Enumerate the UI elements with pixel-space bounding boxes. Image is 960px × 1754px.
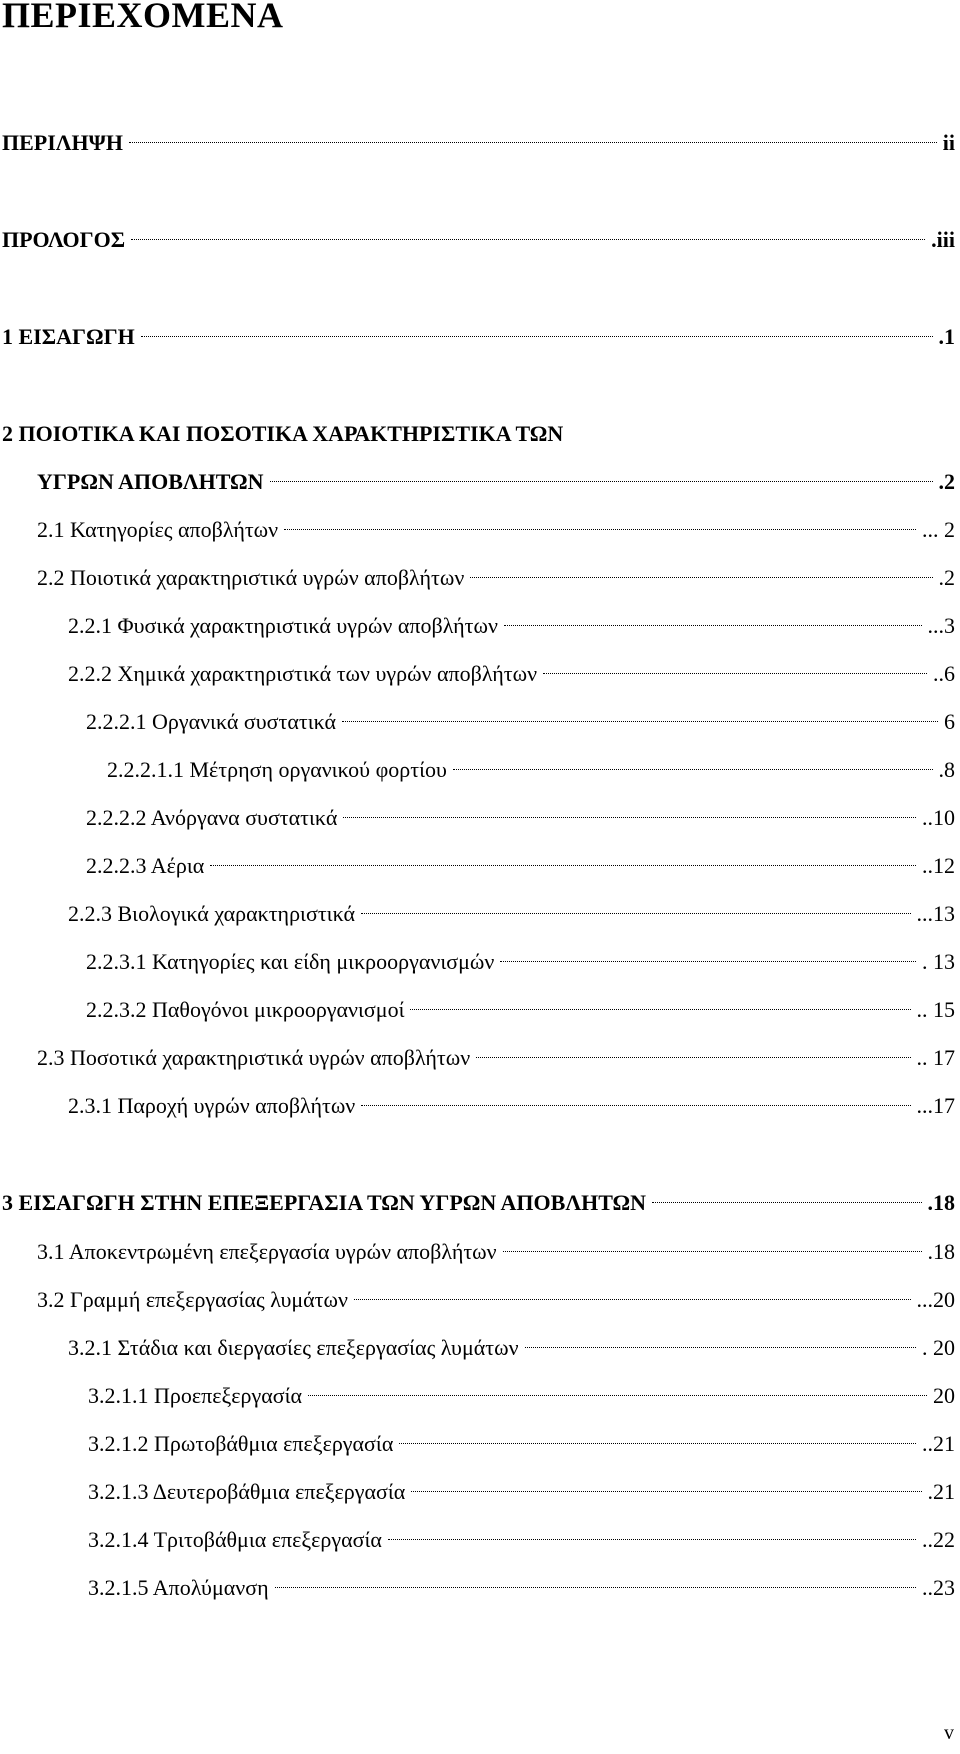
dot-leader (470, 577, 932, 578)
toc-entry-3-2[interactable] (37, 1285, 955, 1315)
dot-leader (131, 239, 925, 240)
toc-entry-label: 3.2.1.5 Απολύμανση (88, 1575, 269, 1600)
toc-entry-3-2-1-5[interactable] (88, 1573, 955, 1603)
dot-leader (500, 961, 916, 962)
toc-entry-label: 1 ΕΙΣΑΓΩΓΗ (2, 324, 135, 349)
toc-entry-page: ..6 (933, 661, 955, 686)
page-number: v (944, 1722, 954, 1744)
toc-entry-label: 3.2.1.4 Τριτοβάθμια επεξεργασία (88, 1527, 382, 1552)
dot-leader (361, 1105, 910, 1106)
toc-entry-label: 2.2.3 Βιολογικά χαρακτηριστικά (68, 901, 355, 926)
toc-entry-2-2[interactable] (37, 563, 955, 593)
toc-entry-label: 3.2.1.2 Πρωτοβάθμια επεξεργασία (88, 1431, 394, 1456)
dot-leader (476, 1057, 910, 1058)
toc-entry-label: 2.2.2.2 Ανόργανα συστατικά (86, 805, 338, 830)
dot-leader (141, 336, 933, 337)
toc-entry-label: 3.2.1.1 Προεπεξεργασία (88, 1383, 303, 1408)
toc-entry-label: 3 ΕΙΣΑΓΩΓΗ ΣΤΗΝ ΕΠΕΞΕΡΓΑΣΙΑ ΤΩΝ ΥΓΡΩΝ ΑΠΟΒΛΗΤΩΝ (2, 1190, 646, 1215)
toc-entry-3-2-1-2[interactable] (88, 1429, 955, 1459)
toc-entry-page: 6 (944, 709, 955, 734)
toc-entry-page: ...3 (927, 613, 955, 638)
toc-entry-page: ...13 (916, 901, 955, 926)
toc-entry-2-2-2-1[interactable] (86, 707, 955, 737)
toc-entry-2-3[interactable] (37, 1043, 955, 1073)
dot-leader (343, 817, 916, 818)
toc-entry-label: 2.1 Κατηγορίες αποβλήτων (37, 517, 279, 542)
toc-entry-page: .18 (927, 1239, 955, 1264)
toc-entry-page: ...17 (916, 1093, 955, 1118)
toc-entry-label: 3.2 Γραμμή επεξεργασίας λυμάτων (37, 1287, 348, 1312)
toc-entry-page: .2 (938, 469, 955, 494)
toc-entry-3-2-1[interactable] (68, 1333, 955, 1363)
toc-entry-label: 2.2.2.3 Αέρια (86, 853, 205, 878)
toc-entry-3-2-1-1[interactable] (88, 1381, 955, 1411)
dot-leader (503, 1251, 922, 1252)
dot-leader (399, 1443, 916, 1444)
toc-entry-label: 2.2.2 Χημικά χαρακτηριστικά των υγρών αποβλήτων (68, 661, 538, 686)
toc-entry-2-2-3[interactable] (68, 899, 955, 929)
dot-leader (388, 1539, 916, 1540)
toc-entry-label: 3.1 Αποκεντρωμένη επεξεργασία υγρών αποβλήτων (37, 1239, 497, 1264)
toc-entry-label: 2.2.2.1 Οργανικά συστατικά (86, 709, 337, 734)
toc-entry-page: ii (942, 130, 955, 155)
toc-entry-label: 3.2.1 Στάδια και διεργασίες επεξεργασίας λυμάτων (68, 1335, 519, 1360)
toc-entry-page: ... 2 (922, 517, 955, 542)
toc-entry-page: 20 (933, 1383, 955, 1408)
dot-leader (129, 142, 937, 143)
dot-leader (354, 1299, 911, 1300)
toc-entry-summary[interactable] (2, 128, 955, 158)
toc-entry-label: ΥΓΡΩΝ ΑΠΟΒΛΗΤΩΝ (37, 469, 264, 494)
toc-entry-page: ..10 (922, 805, 955, 830)
dot-leader (210, 865, 916, 866)
toc-entry-2-1[interactable] (37, 515, 955, 545)
toc-entry-page: .21 (927, 1479, 955, 1504)
toc-entry-page: . 20 (922, 1335, 955, 1360)
toc-entry-label: 2.3.1 Παροχή υγρών αποβλήτων (68, 1093, 356, 1118)
toc-entry-page: ..12 (922, 853, 955, 878)
toc-entry-label: ΠΕΡΙΛΗΨΗ (2, 130, 123, 155)
dot-leader (284, 529, 916, 530)
toc-chapter-2-heading-line1[interactable]: 2 ΠΟΙΟΤΙΚΑ ΚΑΙ ΠΟΣΟΤΙΚΑ ΧΑΡΑΚΤΗΡΙΣΤΙΚΑ ΤΩΝ (2, 421, 564, 446)
toc-entry-label: 2.2.2.1.1 Μέτρηση οργανικού φορτίου (107, 757, 447, 782)
toc-entry-2-2-3-2[interactable] (86, 995, 955, 1025)
toc-entry-2-2-3-1[interactable] (86, 947, 955, 977)
toc-entry-page: .. 17 (916, 1045, 955, 1070)
toc-entry-3-2-1-4[interactable] (88, 1525, 955, 1555)
toc-entry-page: ..21 (922, 1431, 955, 1456)
toc-entry-label: ΠΡΟΛΟΓΟΣ (2, 227, 126, 252)
toc-entry-page: ..23 (922, 1575, 955, 1600)
toc-entry-2-2-2[interactable] (68, 659, 955, 689)
dot-leader (342, 721, 938, 722)
toc-entry-2-3-1[interactable] (68, 1091, 955, 1121)
toc-entry-page: .8 (938, 757, 955, 782)
dot-leader (410, 1009, 910, 1010)
dot-leader (525, 1347, 916, 1348)
toc-entry-page: ...20 (916, 1287, 955, 1312)
toc-entry-page: .. 15 (916, 997, 955, 1022)
toc-entry-page: .18 (927, 1190, 955, 1215)
toc-entry-3-1[interactable] (37, 1237, 955, 1267)
dot-leader (308, 1395, 927, 1396)
page-title: ΠΕΡΙΕΧΟΜΕΝΑ (2, 0, 284, 35)
toc-chapter-3-heading[interactable] (2, 1188, 955, 1218)
toc-entry-page: . 13 (922, 949, 955, 974)
toc-entry-3-2-1-3[interactable] (88, 1477, 955, 1507)
toc-entry-label: 2.3 Ποσοτικά χαρακτηριστικά υγρών αποβλήτων (37, 1045, 471, 1070)
dot-leader (275, 1587, 916, 1588)
toc-chapter-2-heading-line2[interactable] (37, 467, 955, 497)
toc-entry-page: ..22 (922, 1527, 955, 1552)
toc-entry-2-2-1[interactable] (68, 611, 955, 641)
toc-entry-label: 3.2.1.3 Δευτεροβάθμια επεξεργασία (88, 1479, 406, 1504)
toc-entry-label: 2.2.3.2 Παθογόνοι μικροοργανισμοί (86, 997, 405, 1022)
toc-entry-page: .iii (931, 227, 955, 252)
toc-entry-page: .2 (938, 565, 955, 590)
dot-leader (270, 481, 933, 482)
toc-entry-label: 2.2.3.1 Κατηγορίες και είδη μικροοργανισμών (86, 949, 495, 974)
toc-entry-label: 2.2 Ποιοτικά χαρακτηριστικά υγρών αποβλήτων (37, 565, 465, 590)
toc-entry-2-2-2-1-1[interactable] (107, 755, 955, 785)
toc-entry-page: .1 (938, 324, 955, 349)
toc-entry-2-2-2-3[interactable] (86, 851, 955, 881)
dot-leader (652, 1202, 922, 1203)
dot-leader (504, 625, 922, 626)
dot-leader (411, 1491, 921, 1492)
toc-entry-label: 2.2.1 Φυσικά χαρακτηριστικά υγρών αποβλήτων (68, 613, 498, 638)
dot-leader (543, 673, 927, 674)
dot-leader (453, 769, 933, 770)
dot-leader (361, 913, 911, 914)
toc-entry-2-2-2-2[interactable] (86, 803, 955, 833)
toc-entry-preface[interactable] (2, 225, 955, 255)
toc-entry-chapter-1[interactable] (2, 322, 955, 352)
